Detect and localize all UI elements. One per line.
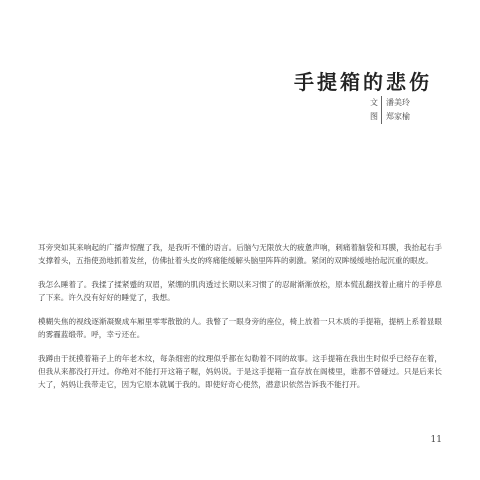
credit-role-writer: 文 [370, 96, 382, 110]
paragraph: 模糊失焦的视线逐渐凝聚成车厢里零零散散的人。我瞥了一眼身旁的座位，椅上放着一只木质的手提箱，提柄上系着显眼的雾霾蓝缎带。呼，幸亏还在。 [38, 317, 442, 339]
credit-writer [370, 96, 410, 110]
credit-role-illustrator: 图 [370, 110, 382, 124]
page-number: 11 [430, 435, 442, 445]
paragraph: 我怎么睡着了。我揉了揉紧蹙的双眉，紧绷的肌肉透过长期以来习惯了的忍耐渐渐放松，原本慌乱翻找着止痛片的手停息了下来。许久没有好好的睡觉了，我想。 [38, 280, 442, 302]
credit-name-writer: 潘美玲 [386, 98, 410, 107]
article-title: 手提箱的悲伤 [294, 70, 432, 94]
credit-illustrator [370, 110, 410, 124]
article-body [38, 241, 442, 402]
paragraph: 我蹲由于抚摸着箱子上的年老木纹，每条细密的纹理似乎都在勾勒着不同的故事。这手提箱在我出生时似乎已经存在着，但我从来都没打开过。你绝对不能打开这箱子喔，妈妈说。于是这手提箱一直存放在阁楼里，谁都不曾碰过。只是后来长大了，妈妈让我带走它，因为它原本就属于我的。即使好奇心使然，潜意识依然告诉我不能打开。 [38, 354, 442, 389]
credits [370, 96, 410, 124]
paragraph: 耳旁突如其来响起的广播声惊醒了我，是我听不懂的语言。后脑勺无限放大的疲惫声响，刺痛着脑袋和耳膜，我抬起右手支撑着头，五指使劲地抓着发丝，仿佛扯着头皮的疼痛能缓解头脑里阵阵的刺激。紧闭的双眸缓缓地抬起沉重的眼皮。 [38, 243, 442, 265]
credit-name-illustrator: 郑家榆 [386, 112, 410, 121]
